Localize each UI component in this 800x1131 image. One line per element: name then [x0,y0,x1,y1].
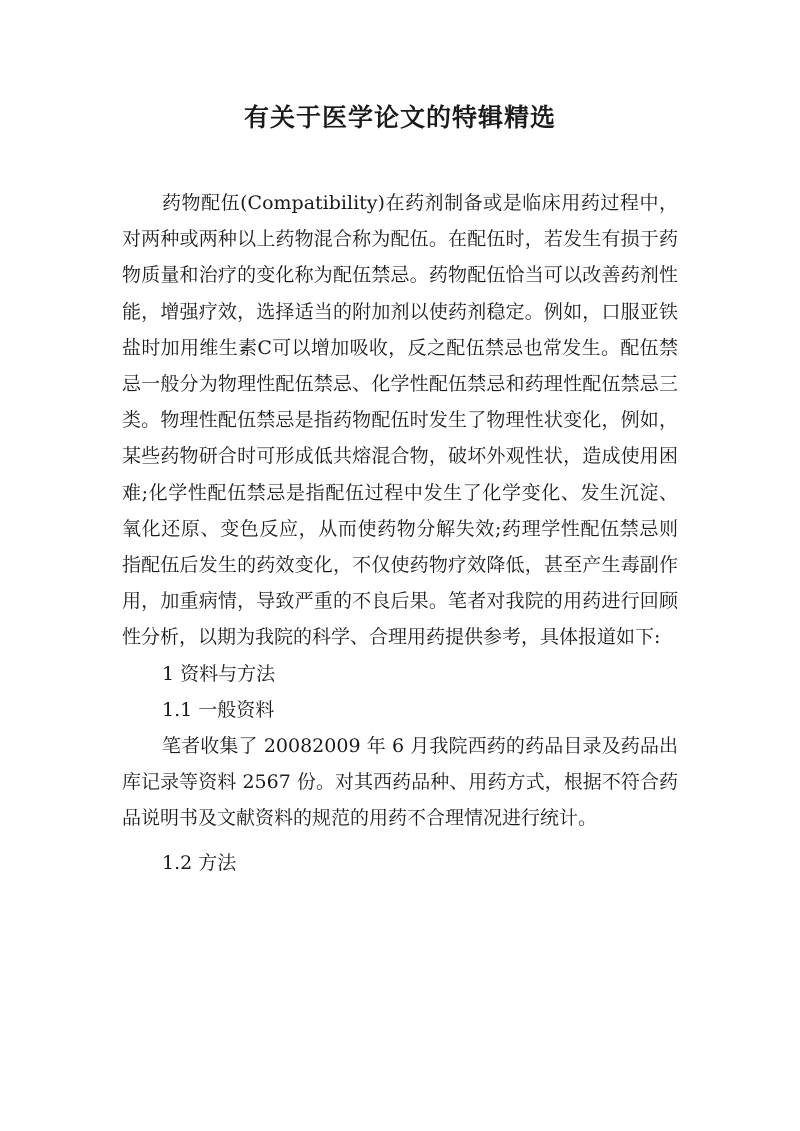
section-heading-materials-methods: 1 资料与方法 [162,662,276,685]
subsection-heading-general-data: 1.1 一般资料 [162,698,275,721]
general-data-paragraph: 笔者收集了 20082009 年 6 月我院西药的药品目录及药品出库记录等资料 2567 份。对其西药品种、用药方式，根据不符合药品说明书及文献资料的规范的用药不合理情况进行统计。 [122,735,678,830]
document-title: 有关于医学论文的特辑精选 [243,103,556,132]
intro-paragraph: 药物配伍(Compatibility)在药剂制备或是临床用药过程中，对两种或两种以上药物混合称为配伍。在配伍时，若发生有损于药物质量和治疗的变化称为配伍禁忌。药物配伍恰当可以改善药剂性能，增强疗效，选择适当的附加剂以使药剂稳定。例如，口服亚铁盐时加用维生素C可以增加吸收，反之配伍禁忌也常发生。配伍禁忌一般分为物理性配伍禁忌、化学性配伍禁忌和药理性配伍禁忌三类。物理性配伍禁忌是指药物配伍时发生了物理性状变化，例如，某些药物研合时可形成低共熔混合物，破坏外观性状，造成使用困难;化学性配伍禁忌是指配伍过程中发生了化学变化、发生沉淀、氧化还原、变色反应，从而使药物分解失效;药理学性配伍禁忌则指配伍后发生的药效变化，不仅使药物疗效降低，甚至产生毒副作用，加重病情，导致严重的不良后果。笔者对我院的用药进行回顾性分析，以期为我院的科学、合理用药提供参考，具体报道如下: [122,192,678,649]
subsection-heading-methods: 1.2 方法 [162,851,237,874]
document-body [122,185,678,881]
paragraph-spacer [122,837,678,845]
